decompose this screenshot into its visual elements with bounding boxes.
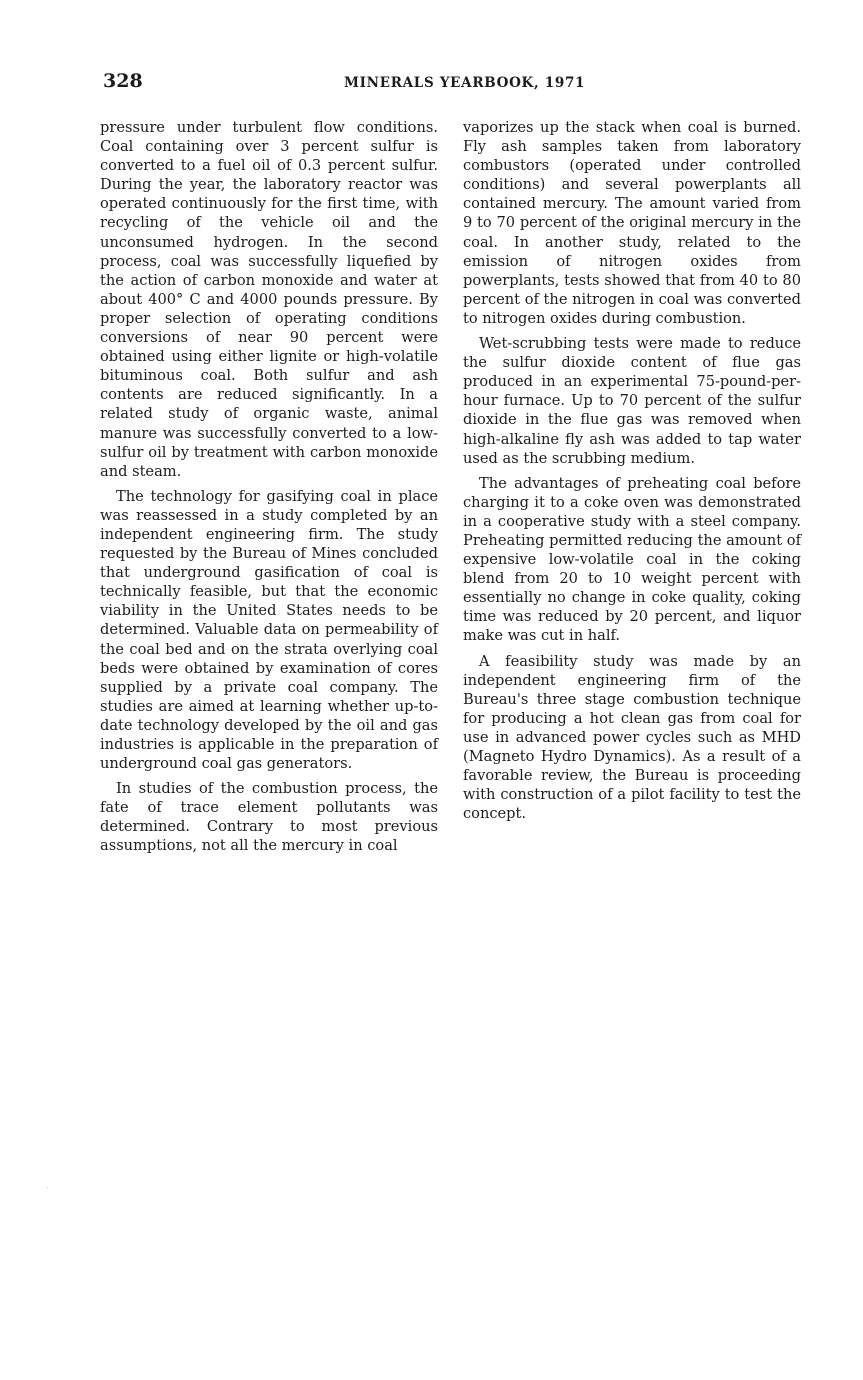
page-number: 328 [103,70,143,92]
paragraph-coal-liquefaction: pressure under turbulent flow conditions. Coal containing over 3 percent sulfur is converted to a fuel oil of 0.3 percent sulfur. During the year, the laboratory reactor was operated continuously for the first time, with recycling of the vehicle oil and the unconsumed hydrogen. In the second process, coal was successfully liquefied by the action of carbon monoxide and water at about 400° C and 4000 pounds pressure. By proper selection of operating conditions conversions of near 90 percent were obtained using either lignite or high-volatile bituminous coal. Both sulfur and ash contents are reduced significantly. In a related study of organic waste, animal manure was successfully converted to a low-sulfur oil by treatment with carbon monoxide and steam. [100,119,438,480]
right-column [463,118,801,829]
left-column [100,118,438,862]
paragraph-combustion-trace-elements: In studies of the combustion process, the fate of trace element pollutants was determined. Contrary to most previous assumptions, not all the mercury in coal [100,780,438,855]
page-speck [47,1187,48,1188]
paragraph-wet-scrubbing: Wet-scrubbing tests were made to reduce the sulfur dioxide content of flue gas produced in an experimental 75-pound-per-hour furnace. Up to 70 percent of the sulfur dioxide in the flue gas was removed when high-alkaline fly ash was added to tap water used as the scrubbing medium. [463,335,801,467]
running-title: MINERALS YEARBOOK, 1971 [344,75,586,91]
paragraph-mercury-nitrogen-oxides: vaporizes up the stack when coal is burned. Fly ash samples taken from laboratory combustors (operated under controlled conditions) and several powerplants all contained mercury. The amount varied from 9 to 70 percent of the original mercury in the coal. In another study, related to the emission of nitrogen oxides from powerplants, tests showed that from 40 to 80 percent of the nitrogen in coal was converted to nitrogen oxides during combustion. [463,119,801,327]
paragraph-underground-gasification: The technology for gasifying coal in place was reassessed in a study completed by an independent engineering firm. The study requested by the Bureau of Mines concluded that underground gasification of coal is technically feasible, but that the economic viability in the United States needs to be determined. Valuable data on permeability of the coal bed and on the strata overlying coal beds were obtained by examination of cores supplied by a private coal company. The studies are aimed at learning whether up-to-date technology developed by the oil and gas industries is applicable in the preparation of underground coal gas generators. [100,487,438,773]
paragraph-feasibility-study: A feasibility study was made by an independent engineering firm of the Bureau's three stage combustion technique for producing a hot clean gas from coal for use in advanced power cycles such as MHD (Magneto Hydro Dynamics). As a result of a favorable review, the Bureau is proceeding with construction of a pilot facility to test the concept. [463,652,801,823]
paragraph-preheating-coal: The advantages of preheating coal before charging it to a coke oven was demonstrated in a cooperative study with a steel company. Preheating permitted reducing the amount of expensive low-volatile coal in the coking blend from 20 to 10 weight percent with essentially no change in coke quality, coking time was reduced by 20 percent, and liquor make was cut in half. [463,474,801,645]
